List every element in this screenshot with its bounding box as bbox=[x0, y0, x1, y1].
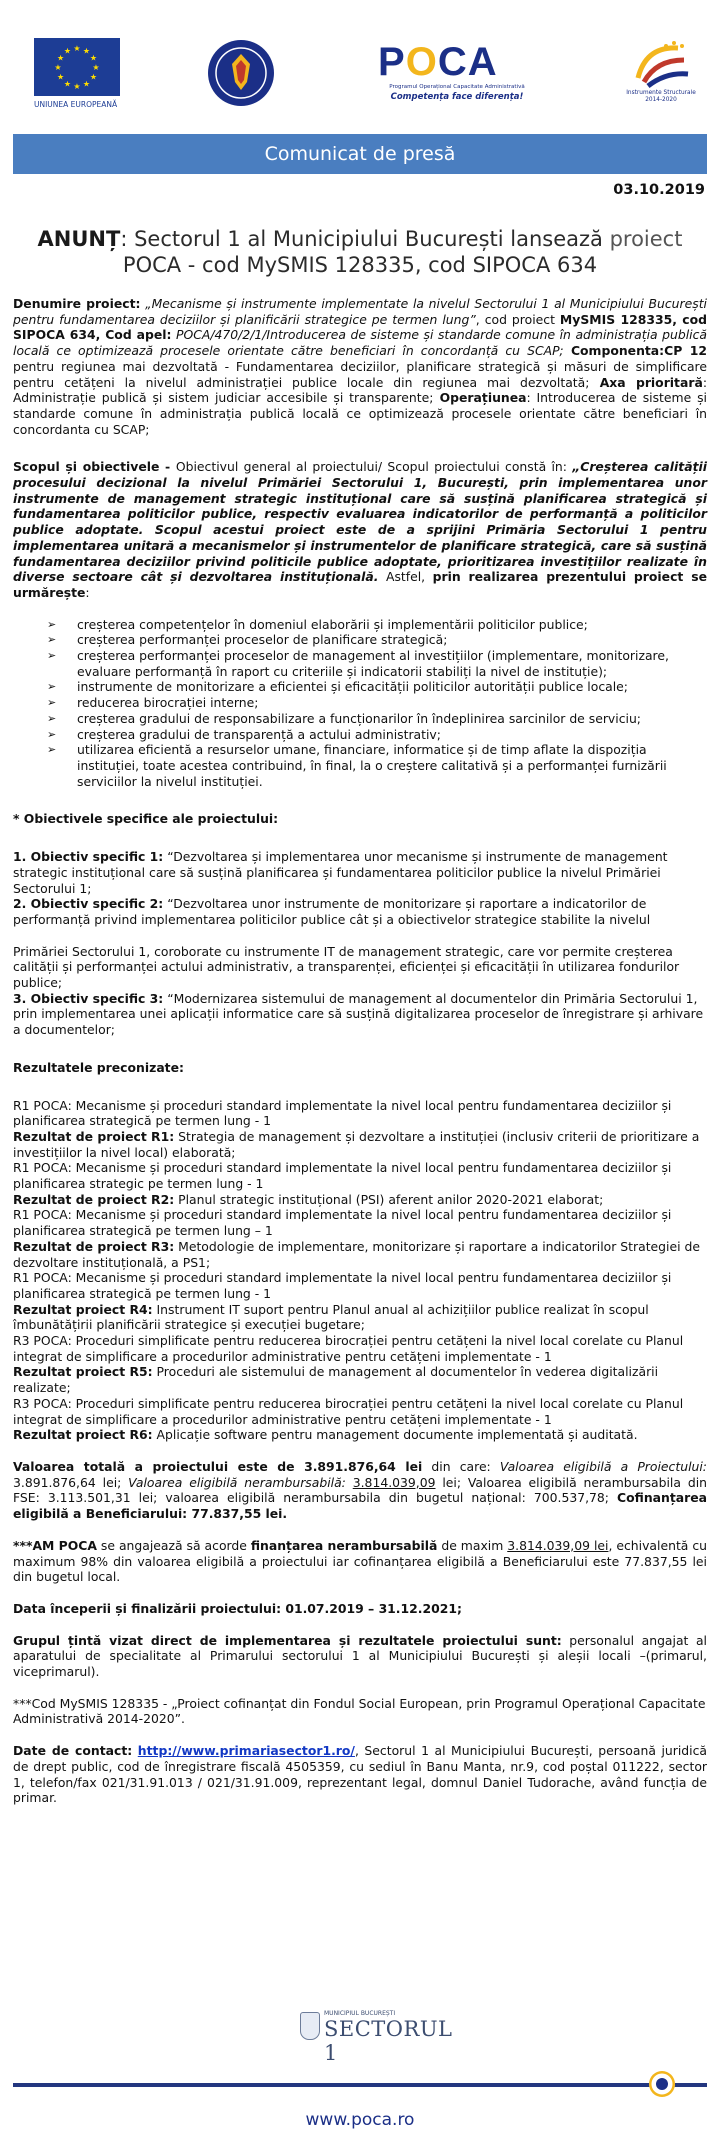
footer-band bbox=[13, 2074, 707, 2096]
title-proiect: proiect bbox=[609, 227, 683, 251]
project-dates: Data începerii și finalizării proiectului: 01.07.2019 – 31.12.2021; bbox=[13, 1600, 462, 1616]
results-list bbox=[13, 1098, 707, 1443]
result-line: Rezultat de proiect R2: Planul strategic instituțional (PSI) aferent anilor 2020-2021 elaborat; bbox=[13, 1191, 604, 1207]
list-item: ➢ creșterea gradului de transparență a actului administrativ; bbox=[47, 727, 707, 743]
result-line: Rezultat proiect R4: Instrument IT suport pentru Planul anual al achizițiilor publice realizat în scopul îmbunătățirii planificării strategice și execuției bugetare; bbox=[13, 1301, 649, 1333]
release-date: 03.10.2019 bbox=[613, 182, 705, 198]
result-line: R1 POCA: Mecanisme și proceduri standard implementate la nivel local pentru fundamentarea deciziilor și planificarea strategică pe termen lung – 1 bbox=[13, 1207, 672, 1239]
poca-mark-icon bbox=[649, 2071, 675, 2097]
eu-star: ★ bbox=[54, 63, 62, 72]
result-line: Rezultat proiect R6: Aplicație software pentru management documente implementată și auditată. bbox=[13, 1427, 638, 1443]
total-value-paragraph: Valoarea totală a proiectului este de 3.891.876,64 lei din care: Valoarea eligibilă a Proiectului: 3.891.876,64 lei; Valoarea eligibilă nerambursabilă: 3.814.039,09 lei; Valoarea eligibilă nerambursabila din FSE: 3.113.501,31 lei; valoarea eligibilă nerambursabila din bugetul național: 700.537,78; Cofinanțarea eligibilă a Beneficiarului: 77.837,55 lei. bbox=[13, 1459, 707, 1522]
result-line: R3 POCA: Proceduri simplificate pentru reducerea birocrației pentru cetățeni la nivel local corelate cu Planul integrat de simplificare a procedurilor administrative pentru cetățeni implementate - 1 bbox=[13, 1395, 684, 1427]
eu-star: ★ bbox=[89, 72, 98, 82]
am-poca-paragraph: ***AM POCA se angajează să acorde finanțarea nerambursabilă de maxim 3.814.039,09 lei, echivalentă cu maximum 98% din valoarea eligibilă a proiectului iar cofinanțarea eligibilă a Beneficiarului este 77.837,55 lei din bugetul local. bbox=[13, 1537, 708, 1585]
specific-objective-2: 2. Obiectiv specific 2: “Dezvoltarea unor instrumente de monitorizare și raportare a indicatorilor de performanță privind implementarea politicilor publice cât și a obiectivelor strategice stabilite la nivelul bbox=[13, 896, 651, 927]
eu-star: ★ bbox=[63, 46, 72, 56]
specific-objectives-heading: * Obiectivele specifice ale proiectului: bbox=[13, 811, 279, 827]
eu-star: ★ bbox=[56, 53, 65, 63]
contact-link[interactable]: http://www.primariasector1.ro/ bbox=[137, 1743, 355, 1759]
structural-instruments-logo bbox=[626, 38, 696, 116]
results-heading: Rezultatele preconizate: bbox=[13, 1059, 184, 1075]
title-anunt: ANUNȚ bbox=[37, 227, 121, 251]
eu-star: ★ bbox=[73, 82, 81, 91]
result-line: R3 POCA: Proceduri simplificate pentru reducerea birocrației pentru cetățeni la nivel local corelate cu Planul integrat de simplificare a procedurilor administrative pentru cetățeni implementate - 1 bbox=[13, 1333, 684, 1364]
result-line: Rezultat de proiect R3: Metodologie de implementare, monitorizare și raportare a indicatorilor Strategiei de dezvoltare instituțională, a PS1; bbox=[13, 1238, 700, 1270]
header-logos bbox=[26, 38, 698, 118]
eu-caption: UNIUNEA EUROPEANĂ bbox=[34, 100, 118, 109]
title-text: : Sectorul 1 al Municipiului București lansează bbox=[120, 227, 610, 251]
list-item: ➢ creșterea competențelor în domeniul elaborării și implementării politicilor publice; bbox=[47, 617, 707, 633]
result-line: Rezultat proiect R5: Proceduri ale sistemului de management al documentelor în vederea digitalizării realizate; bbox=[13, 1364, 659, 1396]
list-item: ➢ creșterea performanței proceselor de management al investițiilor (implementare, monitorizare, evaluare performanță în raport cu criteriile și indicatorii stabiliți la nivel de instituție); bbox=[47, 648, 707, 679]
crest-icon bbox=[300, 2012, 320, 2040]
eu-star: ★ bbox=[92, 63, 100, 72]
poca-letter: P bbox=[378, 40, 406, 84]
target-group-paragraph: Grupul țintă vizat direct de implementarea și rezultatele proiectului sunt: personalul angajat al aparatului de specialitate al Primarului sectorului 1 al Municipiului București și aleșii locali –(primarul, viceprimarul). bbox=[13, 1632, 707, 1680]
specific-objective-2-cont: Primăriei Sectorului 1, coroborate cu instrumente IT de management strategic, care vor permite creșterea calității și performanței actului administrativ, a transparenței, eficienței și eficacității în utilizarea fondurilor publice; bbox=[13, 943, 680, 991]
sector1-logo: MUNICIPIUL BUCUREȘTI SECTORUL 1 bbox=[300, 2010, 430, 2044]
poca-logo bbox=[362, 38, 540, 110]
eu-star: ★ bbox=[82, 79, 91, 89]
structural-instruments-caption: Instrumente Structurale 2014-2020 bbox=[626, 90, 696, 103]
poca-letter-o: O bbox=[405, 40, 438, 84]
specific-objective-1: 1. Obiectiv specific 1: “Dezvoltarea și implementarea unor mecanisme și instrumente de management strategic instituțional care să susțină planificarea și fundamentarea politicilor publice la nivelul Primăriei Sectorului 1; bbox=[13, 849, 668, 896]
eu-star: ★ bbox=[73, 44, 81, 53]
contact-paragraph: Date de contact: http://www.primariasector1.ro/, Sectorul 1 al Municipiului București, persoană juridică de drept public, cod de înregistrare fiscală 4505359, cu sediul în Banu Manta, nr.9, cod poștal 011222, sector 1, telefon/fax 021/31.91.013 / 021/31.91.009, reprezentant legal, domnul Daniel Tudorache, având funcția de primar. bbox=[13, 1743, 707, 1806]
eu-star: ★ bbox=[56, 72, 65, 82]
poca-letters: CA bbox=[437, 40, 498, 84]
eu-star: ★ bbox=[89, 53, 98, 63]
objectives-list bbox=[13, 617, 707, 790]
structural-instruments-icon bbox=[626, 38, 696, 88]
poca-slogan: Competența face diferența! bbox=[390, 92, 524, 102]
project-name-paragraph: Denumire proiect: „Mecanisme și instrumente implementate la nivelul Sectorului 1 al Municipiului București pentru fundamentarea deciziilor și planificării strategice pe termen lung”, cod proiect MySMIS 128335, cod SIPOCA 634, Cod apel: POCA/470/2/1/Introducerea de sisteme și standarde comune în administrația publică locală ce optimizează procesele orientate către beneficiari în concordanță cu SCAP; Componenta:CP 12 pentru regiunea mai dezvoltată - Fundamentarea deciziilor, planificare strategică și măsuri de simplificare pentru cetățeni la nivelul administrației publice locale din regiunea mai dezvoltată; Axa prioritară: Administrație publică și sistem judiciar accesibile și transparente; Operațiunea: Introducerea de sisteme și standarde comune în administrația publică locală ce optimizează procesele orientate către beneficiari în concordanta cu SCAP; bbox=[13, 296, 708, 437]
list-item: ➢ creșterea performanței proceselor de planificare strategică; bbox=[47, 632, 707, 648]
eu-star: ★ bbox=[82, 46, 91, 56]
list-item: ➢ instrumente de monitorizare a eficientei și eficacității politicilor autorității publice locale; bbox=[47, 679, 707, 695]
title-line2: POCA - cod MySMIS 128335, cod SIPOCA 634 bbox=[122, 253, 598, 277]
cod-note: ***Cod MySMIS 128335 - „Proiect cofinanțat din Fondul Social European, prin Programul Operațional Capacitate Administrativă 2014-2020”. bbox=[13, 1695, 706, 1727]
main-content bbox=[13, 296, 707, 1806]
poca-subtitle: Programul Operațional Capacitate Administrativă bbox=[389, 84, 525, 90]
result-line: R1 POCA: Mecanisme și proceduri standard implementate la nivel local pentru fundamentarea deciziilor și planificarea strategică pe termen lung - 1 bbox=[13, 1270, 672, 1301]
government-seal-icon bbox=[206, 38, 276, 108]
list-item: ➢ reducerea birocrației interne; bbox=[47, 695, 707, 711]
eu-flag-icon bbox=[34, 38, 120, 96]
specific-objective-3: 3. Obiectiv specific 3: “Modernizarea sistemului de management al documentelor din Primăria Sectorului 1, prin implementarea unei aplicații informatice care să susțină digitalizarea proceselor de înregistrare și arhivare a documentelor; bbox=[13, 990, 704, 1038]
list-item: ➢ creșterea gradului de responsabilizare a funcționarilor în îndeplinirea sarcinilor de serviciu; bbox=[47, 711, 707, 727]
result-line: Rezultat de proiect R1: Strategia de management și dezvoltare a instituției (inclusiv criterii de prioritizare a investițiilor la nivel local) elaborată; bbox=[13, 1128, 700, 1160]
scope-paragraph: Scopul și obiectivele - Obiectivul general al proiectului/ Scopul proiectului constă în: „Creșterea calității procesului decizional la nivelul Primăriei Sectorului 1, București, prin implementarea unor instrumente de management strategic instituțional care să susțină planificarea strategică și fundamentarea politicilor publice, respectiv evaluarea indicatorilor de performanță a politicilor publice adoptate. Scopul acestui proiect este de a sprijini Primăria Sectorului 1 pentru implementarea unitară a mecanismelor și instrumentelor de planificare strategică, care să susțină fundamentarea deciziilor privind politicile publice adoptate, prioritizarea investițiilor realizate în diverse sectoare cât și dezvoltarea instituțională. Astfel, prin realizarea prezentului proiect se urmărește: bbox=[13, 459, 707, 600]
list-item: ➢ utilizarea eficientă a resurselor umane, financiare, informatice și de timp aflate la dispoziția instituției, toate acestea contribuind, în final, la o creștere calitativă și a performanței furnizării serviciilor la nivelul instituției. bbox=[47, 742, 707, 789]
result-line: R1 POCA: Mecanisme și proceduri standard implementate la nivel local pentru fundamentarea deciziilor și planificarea strategic pe termen lung - 1 bbox=[13, 1160, 672, 1192]
result-line: R1 POCA: Mecanisme și proceduri standard implementate la nivel local pentru fundamentarea deciziilor și planificarea strategică pe termen lung - 1 bbox=[13, 1097, 672, 1129]
page-title bbox=[13, 226, 707, 278]
eu-star: ★ bbox=[63, 79, 72, 89]
press-release-banner: Comunicat de presă bbox=[13, 134, 707, 174]
footer-url-link[interactable]: www.poca.ro bbox=[305, 2110, 415, 2130]
